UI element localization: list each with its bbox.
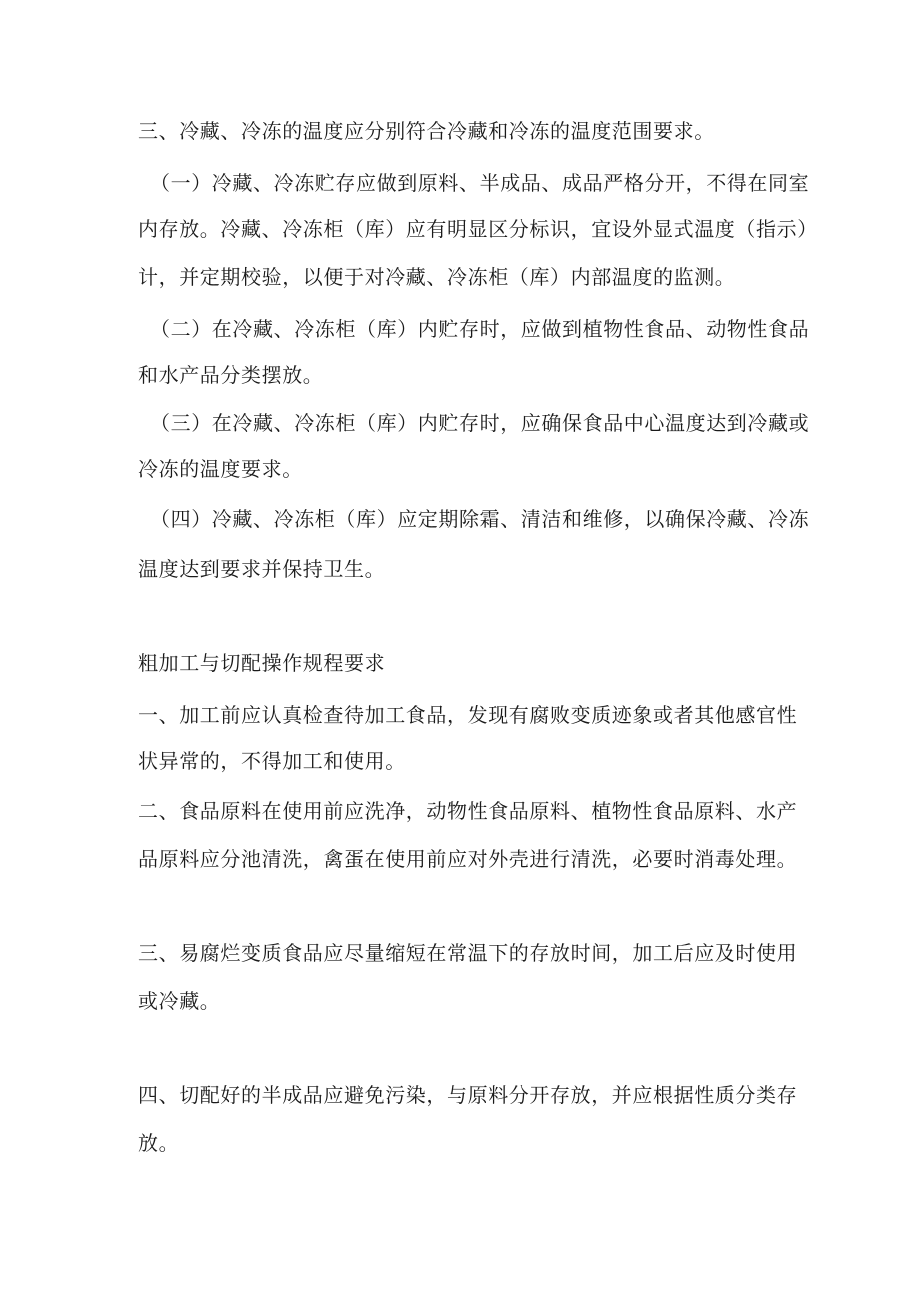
text-line: 四、切配好的半成品应避免污染，与原料分开存放，并应根据性质分类存	[138, 1083, 798, 1107]
text-line: 温度达到要求并保持卫生。	[138, 557, 386, 581]
text-line: （三）在冷藏、冷冻柜（库）内贮存时，应确保食品中心温度达到冷藏或	[150, 411, 810, 435]
text-line: 二、食品原料在使用前应洗净，动物性食品原料、植物性食品原料、水产	[138, 799, 798, 823]
text-line: 计，并定期校验，以便于对冷藏、冷冻柜（库）内部温度的监测。	[138, 265, 736, 289]
text-line: 一、加工前应认真检查待加工食品，发现有腐败变质迹象或者其他感官性	[138, 703, 798, 727]
text-line: 品原料应分池清洗，禽蛋在使用前应对外壳进行清洗，必要时消毒处理。	[138, 847, 798, 871]
text-line: （四）冷藏、冷冻柜（库）应定期除霜、清洁和维修，以确保冷藏、冷冻	[150, 507, 810, 531]
text-line: 内存放。冷藏、冷冻柜（库）应有明显区分标识，宜设外显式温度（指示）	[138, 217, 818, 241]
text-line: 冷冻的温度要求。	[138, 457, 303, 481]
text-line: 状异常的，不得加工和使用。	[138, 749, 406, 773]
text-line: 三、易腐烂变质食品应尽量缩短在常温下的存放时间，加工后应及时使用	[138, 941, 798, 965]
text-line: 放。	[138, 1131, 180, 1155]
text-line: （二）在冷藏、冷冻柜（库）内贮存时，应做到植物性食品、动物性食品	[150, 317, 810, 341]
text-line: 和水产品分类摆放。	[138, 363, 324, 387]
text-line: 或冷藏。	[138, 989, 221, 1013]
section-heading: 粗加工与切配操作规程要求	[138, 651, 386, 675]
text-line: 三、冷藏、冷冻的温度应分别符合冷藏和冷冻的温度范围要求。	[138, 119, 715, 143]
text-line: （一）冷藏、冷冻贮存应做到原料、半成品、成品严格分开，不得在同室	[150, 171, 810, 195]
